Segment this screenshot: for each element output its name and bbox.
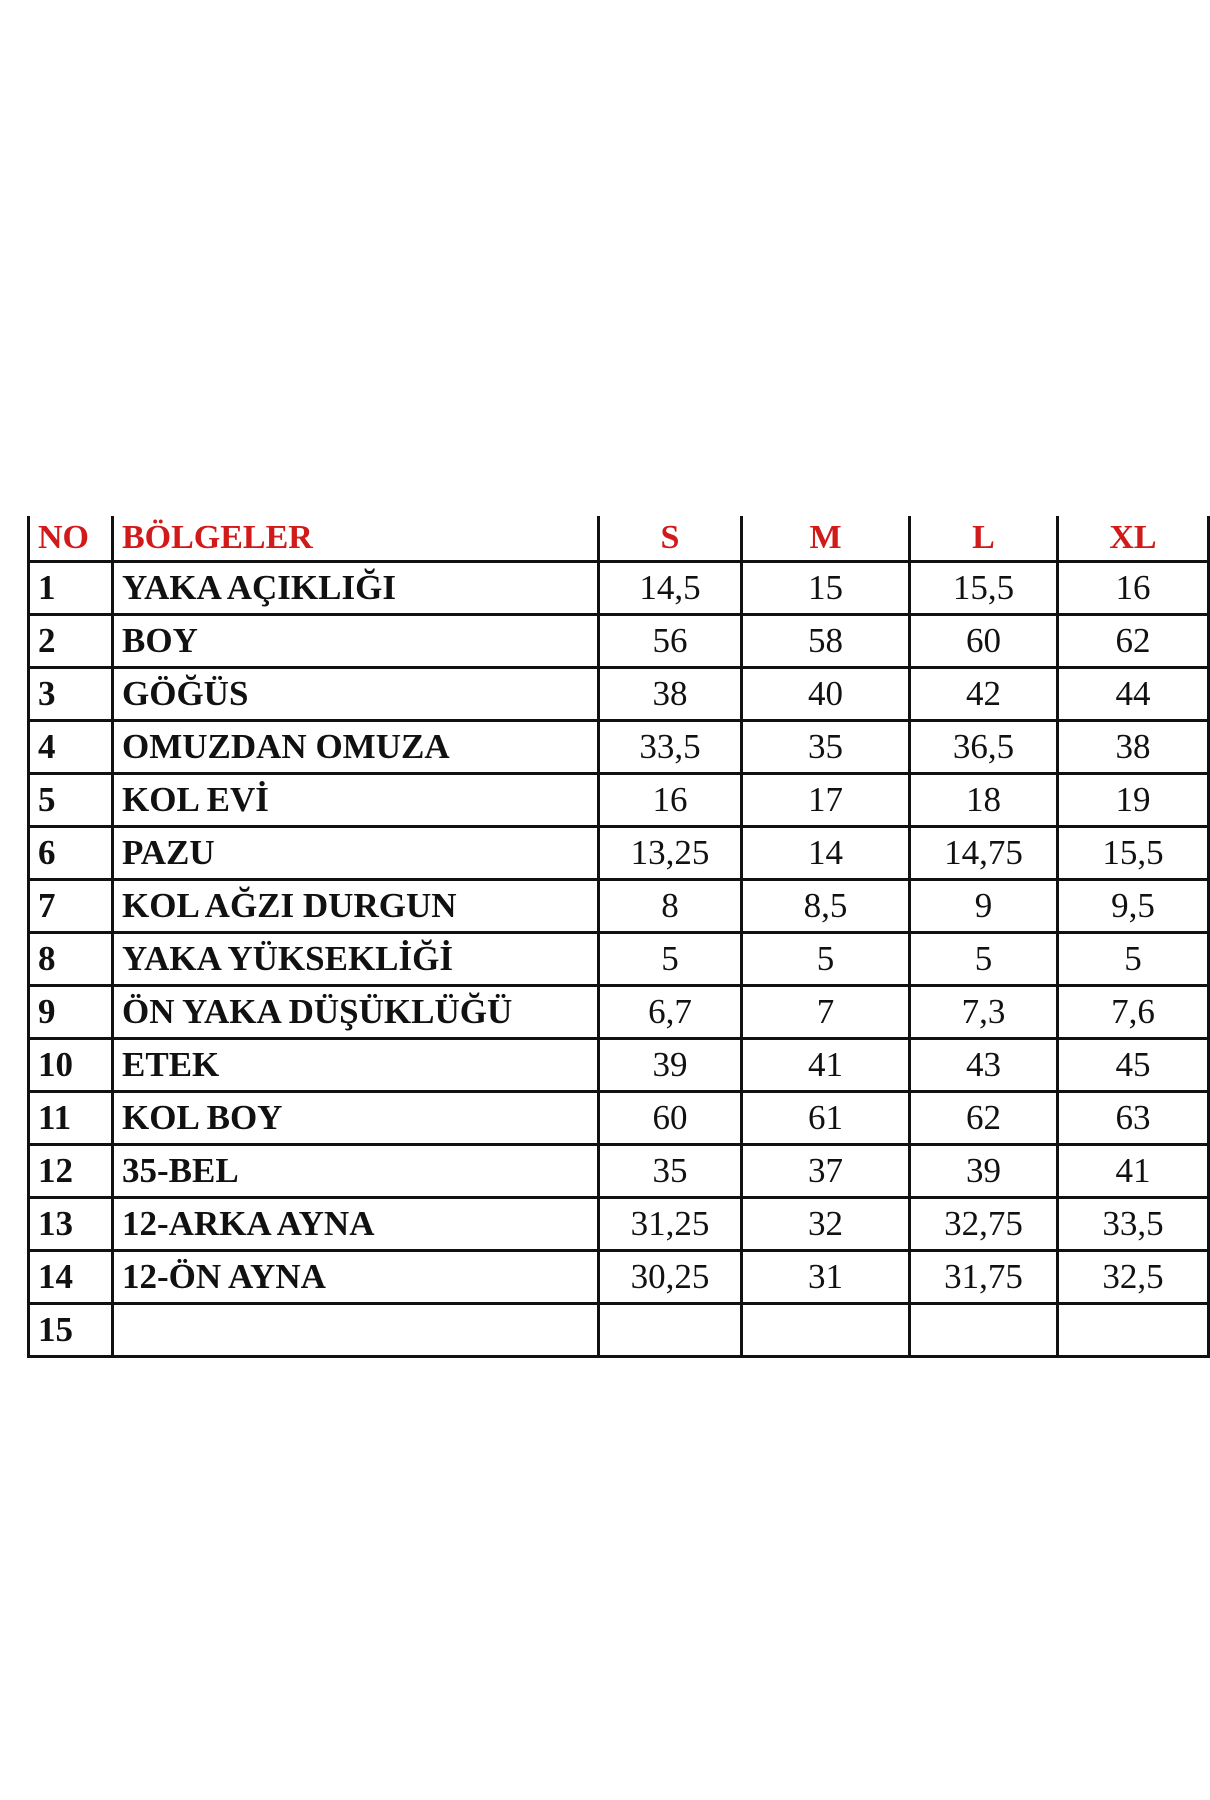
size-m-value: 15 [742,562,910,615]
region-name: 12-ARKA AYNA [113,1198,599,1251]
size-s-value: 35 [599,1145,742,1198]
size-xl-value: 19 [1058,774,1209,827]
header-size-m: M [742,516,910,562]
table-row [29,721,1209,774]
table-row [29,1145,1209,1198]
size-l-value: 42 [910,668,1058,721]
table-row [29,1198,1209,1251]
size-l-value: 62 [910,1092,1058,1145]
table-row [29,933,1209,986]
size-s-value: 56 [599,615,742,668]
size-l-value [910,1304,1058,1357]
size-l-value: 36,5 [910,721,1058,774]
size-s-value: 60 [599,1092,742,1145]
size-xl-value: 45 [1058,1039,1209,1092]
size-xl-value: 7,6 [1058,986,1209,1039]
region-name: YAKA YÜKSEKLİĞİ [113,933,599,986]
header-regions: BÖLGELER [113,516,599,562]
size-m-value: 37 [742,1145,910,1198]
size-m-value: 61 [742,1092,910,1145]
size-xl-value: 38 [1058,721,1209,774]
size-s-value: 5 [599,933,742,986]
row-number: 1 [29,562,113,615]
table-row [29,880,1209,933]
size-s-value: 31,25 [599,1198,742,1251]
region-name: BOY [113,615,599,668]
table-header-row [29,516,1209,562]
size-l-value: 39 [910,1145,1058,1198]
size-xl-value: 63 [1058,1092,1209,1145]
size-s-value: 33,5 [599,721,742,774]
size-m-value [742,1304,910,1357]
region-name: PAZU [113,827,599,880]
size-xl-value: 44 [1058,668,1209,721]
row-number: 14 [29,1251,113,1304]
table-row [29,1251,1209,1304]
header-size-s: S [599,516,742,562]
size-s-value: 38 [599,668,742,721]
size-l-value: 18 [910,774,1058,827]
size-m-value: 31 [742,1251,910,1304]
size-m-value: 40 [742,668,910,721]
size-l-value: 60 [910,615,1058,668]
size-m-value: 5 [742,933,910,986]
table-row [29,1039,1209,1092]
region-name: ETEK [113,1039,599,1092]
table-row [29,827,1209,880]
region-name [113,1304,599,1357]
row-number: 4 [29,721,113,774]
size-xl-value: 32,5 [1058,1251,1209,1304]
size-s-value [599,1304,742,1357]
size-s-value: 16 [599,774,742,827]
size-m-value: 32 [742,1198,910,1251]
size-l-value: 32,75 [910,1198,1058,1251]
row-number: 9 [29,986,113,1039]
table-row [29,562,1209,615]
size-l-value: 31,75 [910,1251,1058,1304]
header-size-l: L [910,516,1058,562]
region-name: 12-ÖN AYNA [113,1251,599,1304]
region-name: YAKA AÇIKLIĞI [113,562,599,615]
size-l-value: 14,75 [910,827,1058,880]
row-number: 8 [29,933,113,986]
region-name: KOL BOY [113,1092,599,1145]
row-number: 13 [29,1198,113,1251]
row-number: 10 [29,1039,113,1092]
table-row [29,1092,1209,1145]
size-chart [27,516,1200,1349]
region-name: 35-BEL [113,1145,599,1198]
size-s-value: 14,5 [599,562,742,615]
size-l-value: 15,5 [910,562,1058,615]
table-row [29,774,1209,827]
region-name: ÖN YAKA DÜŞÜKLÜĞÜ [113,986,599,1039]
size-l-value: 43 [910,1039,1058,1092]
region-name: KOL AĞZI DURGUN [113,880,599,933]
row-number: 15 [29,1304,113,1357]
row-number: 12 [29,1145,113,1198]
size-s-value: 6,7 [599,986,742,1039]
region-name: OMUZDAN OMUZA [113,721,599,774]
size-s-value: 8 [599,880,742,933]
size-xl-value: 15,5 [1058,827,1209,880]
size-xl-value [1058,1304,1209,1357]
table-row [29,986,1209,1039]
header-no: NO [29,516,113,562]
size-m-value: 8,5 [742,880,910,933]
size-table [27,516,1210,1358]
row-number: 2 [29,615,113,668]
size-m-value: 14 [742,827,910,880]
row-number: 5 [29,774,113,827]
size-m-value: 35 [742,721,910,774]
size-m-value: 58 [742,615,910,668]
size-s-value: 39 [599,1039,742,1092]
region-name: GÖĞÜS [113,668,599,721]
table-row [29,668,1209,721]
table-row [29,1304,1209,1357]
region-name: KOL EVİ [113,774,599,827]
table-row [29,615,1209,668]
size-l-value: 5 [910,933,1058,986]
size-xl-value: 5 [1058,933,1209,986]
row-number: 6 [29,827,113,880]
size-s-value: 13,25 [599,827,742,880]
row-number: 7 [29,880,113,933]
size-xl-value: 41 [1058,1145,1209,1198]
size-m-value: 7 [742,986,910,1039]
row-number: 11 [29,1092,113,1145]
size-m-value: 41 [742,1039,910,1092]
size-xl-value: 62 [1058,615,1209,668]
size-xl-value: 16 [1058,562,1209,615]
size-m-value: 17 [742,774,910,827]
header-size-xl: XL [1058,516,1209,562]
table-body [29,562,1209,1357]
size-xl-value: 9,5 [1058,880,1209,933]
size-l-value: 7,3 [910,986,1058,1039]
size-l-value: 9 [910,880,1058,933]
size-xl-value: 33,5 [1058,1198,1209,1251]
row-number: 3 [29,668,113,721]
size-s-value: 30,25 [599,1251,742,1304]
